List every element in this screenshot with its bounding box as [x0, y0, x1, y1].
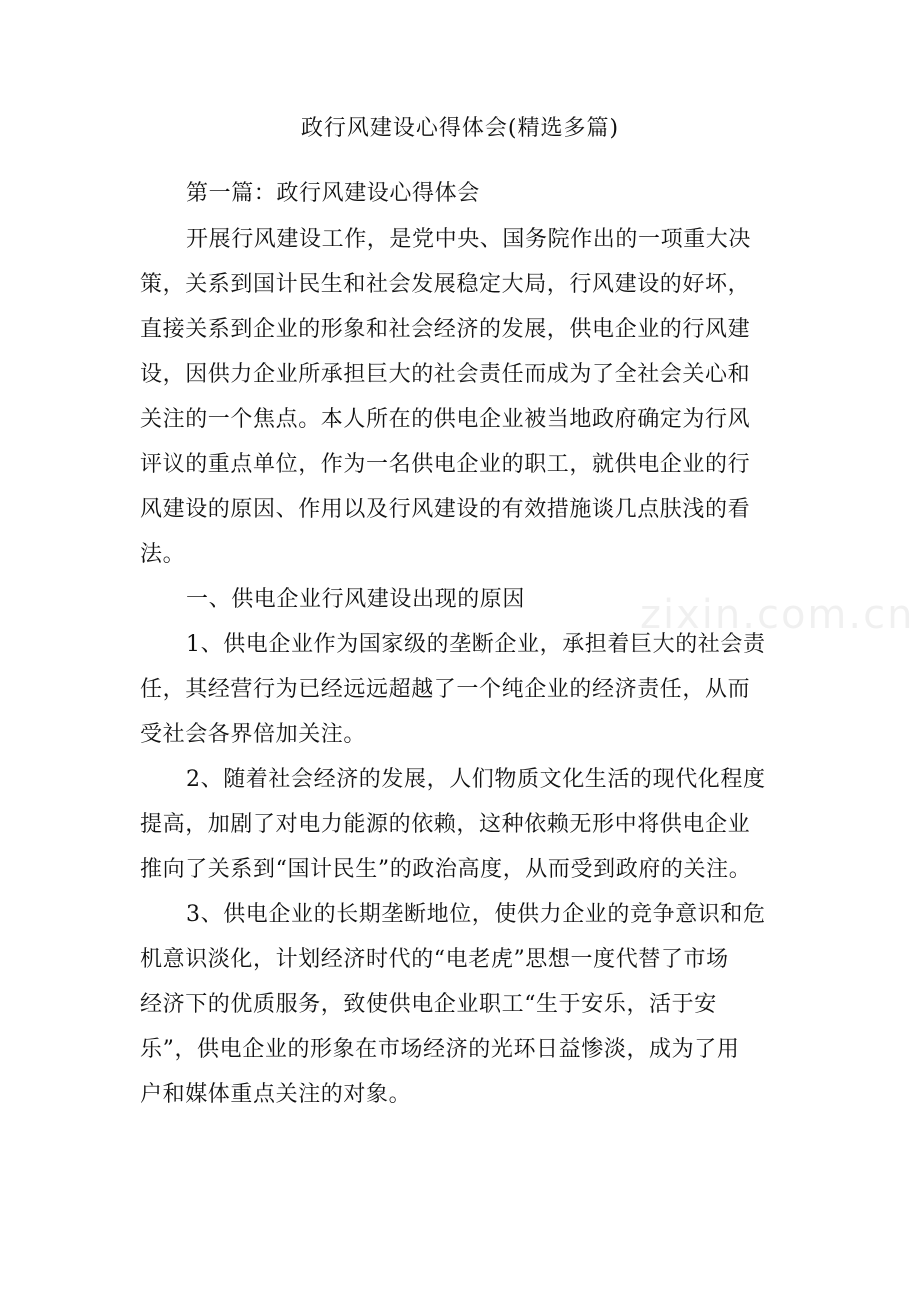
list-item-line: 1、供电企业作为国家级的垄断企业，承担着巨大的社会责 [186, 632, 766, 657]
list-item-line: 经济下的优质服务，致使供电企业职工“生于安乐，活于安 [140, 992, 717, 1017]
list-item-line: 户和媒体重点关注的对象。 [140, 1082, 412, 1107]
list-item-line: 2、随着社会经济的发展，人们物质文化生活的现代化程度 [186, 767, 766, 792]
subheading: 一、供电企业行风建设出现的原因 [186, 587, 526, 612]
paragraph-line: 评议的重点单位，作为一名供电企业的职工，就供电企业的行 [140, 452, 751, 477]
list-item-line: 乐”，供电企业的形象在市场经济的光环日益惨淡，成为了用 [140, 1037, 740, 1062]
list-item-line: 推向了关系到“国计民生”的政治高度，从而受到政府的关注。 [140, 857, 752, 882]
list-item-line: 3、供电企业的长期垄断地位，使供力企业的竞争意识和危 [186, 902, 766, 927]
paragraph-line: 法。 [140, 542, 186, 567]
watermark: zixin.com.cn [640, 592, 915, 638]
document-title: 政行风建设心得体会(精选多篇) [300, 116, 620, 141]
section-heading: 第一篇：政行风建设心得体会 [186, 181, 480, 206]
paragraph-line: 关注的一个焦点。本人所在的供电企业被当地政府确定为行风 [140, 407, 751, 432]
paragraph-line: 直接关系到企业的形象和社会经济的发展，供电企业的行风建 [140, 317, 751, 342]
paragraph-line: 策，关系到国计民生和社会发展稳定大局，行风建设的好坏， [140, 272, 751, 297]
paragraph-line: 风建设的原因、作用以及行风建设的有效措施谈几点肤浅的看 [140, 497, 751, 522]
list-item-line: 受社会各界倍加关注。 [140, 722, 367, 747]
list-item-line: 机意识淡化，计划经济时代的“电老虎”思想一度代替了市场 [140, 947, 729, 972]
list-item-line: 提高，加剧了对电力能源的依赖，这种依赖无形中将供电企业 [140, 812, 751, 837]
paragraph-line: 开展行风建设工作，是党中央、国务院作出的一项重大决 [186, 227, 752, 252]
paragraph-line: 设，因供力企业所承担巨大的社会责任而成为了全社会关心和 [140, 362, 751, 387]
list-item-line: 任，其经营行为已经远远超越了一个纯企业的经济责任，从而 [140, 677, 751, 702]
